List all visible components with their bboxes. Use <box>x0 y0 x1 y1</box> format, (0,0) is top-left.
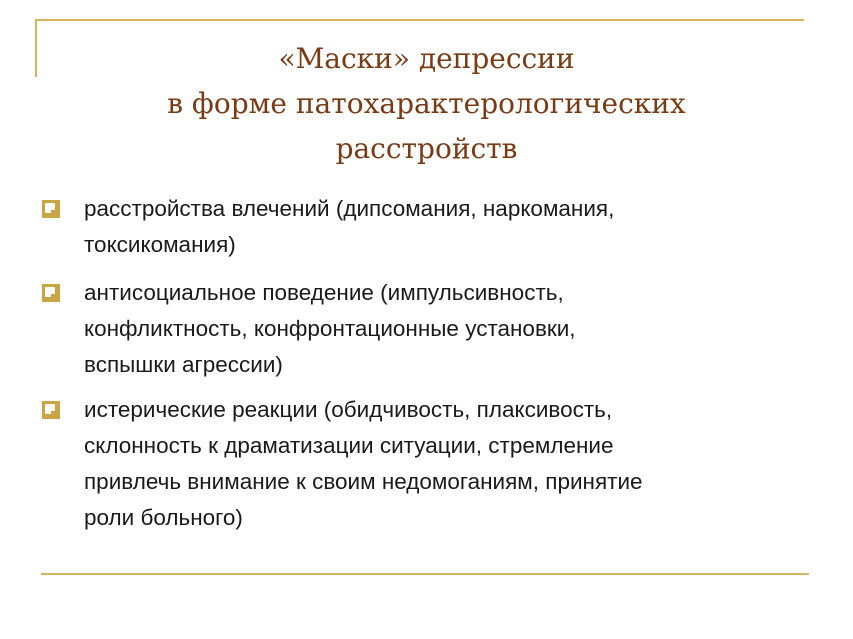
bullet-3-line-2: склонность к драматизации ситуации, стремление <box>84 433 614 458</box>
title-line-2: в форме патохарактерологических <box>167 87 686 120</box>
bullet-text-1 <box>84 191 614 263</box>
bullet-2-line-3: вспышки агрессии) <box>84 352 283 377</box>
checkbox-bullet-icon <box>42 401 60 419</box>
bullet-1-line-2: токсикомания) <box>84 232 236 257</box>
checkbox-bullet-icon <box>42 200 60 218</box>
bullet-3-line-4: роли больного) <box>84 505 243 530</box>
bullet-3-line-3: привлечь внимание к своим недомоганиям, принятие <box>84 469 643 494</box>
bullet-2-line-2: конфликтность, конфронтационные установки, <box>84 316 576 341</box>
bullet-1-line-1: расстройства влечений (дипсомания, наркомания, <box>84 196 615 221</box>
title-line-1: «Маски» депрессии <box>278 42 575 75</box>
bullet-2-line-1: антисоциальное поведение (импульсивность, <box>84 280 564 305</box>
checkbox-bullet-icon <box>42 284 60 302</box>
title-line-3: расстройств <box>335 132 518 165</box>
bullet-text-2 <box>84 275 576 383</box>
bullet-3-line-1: истерические реакции (обидчивость, плаксивость, <box>84 397 613 422</box>
bullet-text-3 <box>84 392 643 536</box>
